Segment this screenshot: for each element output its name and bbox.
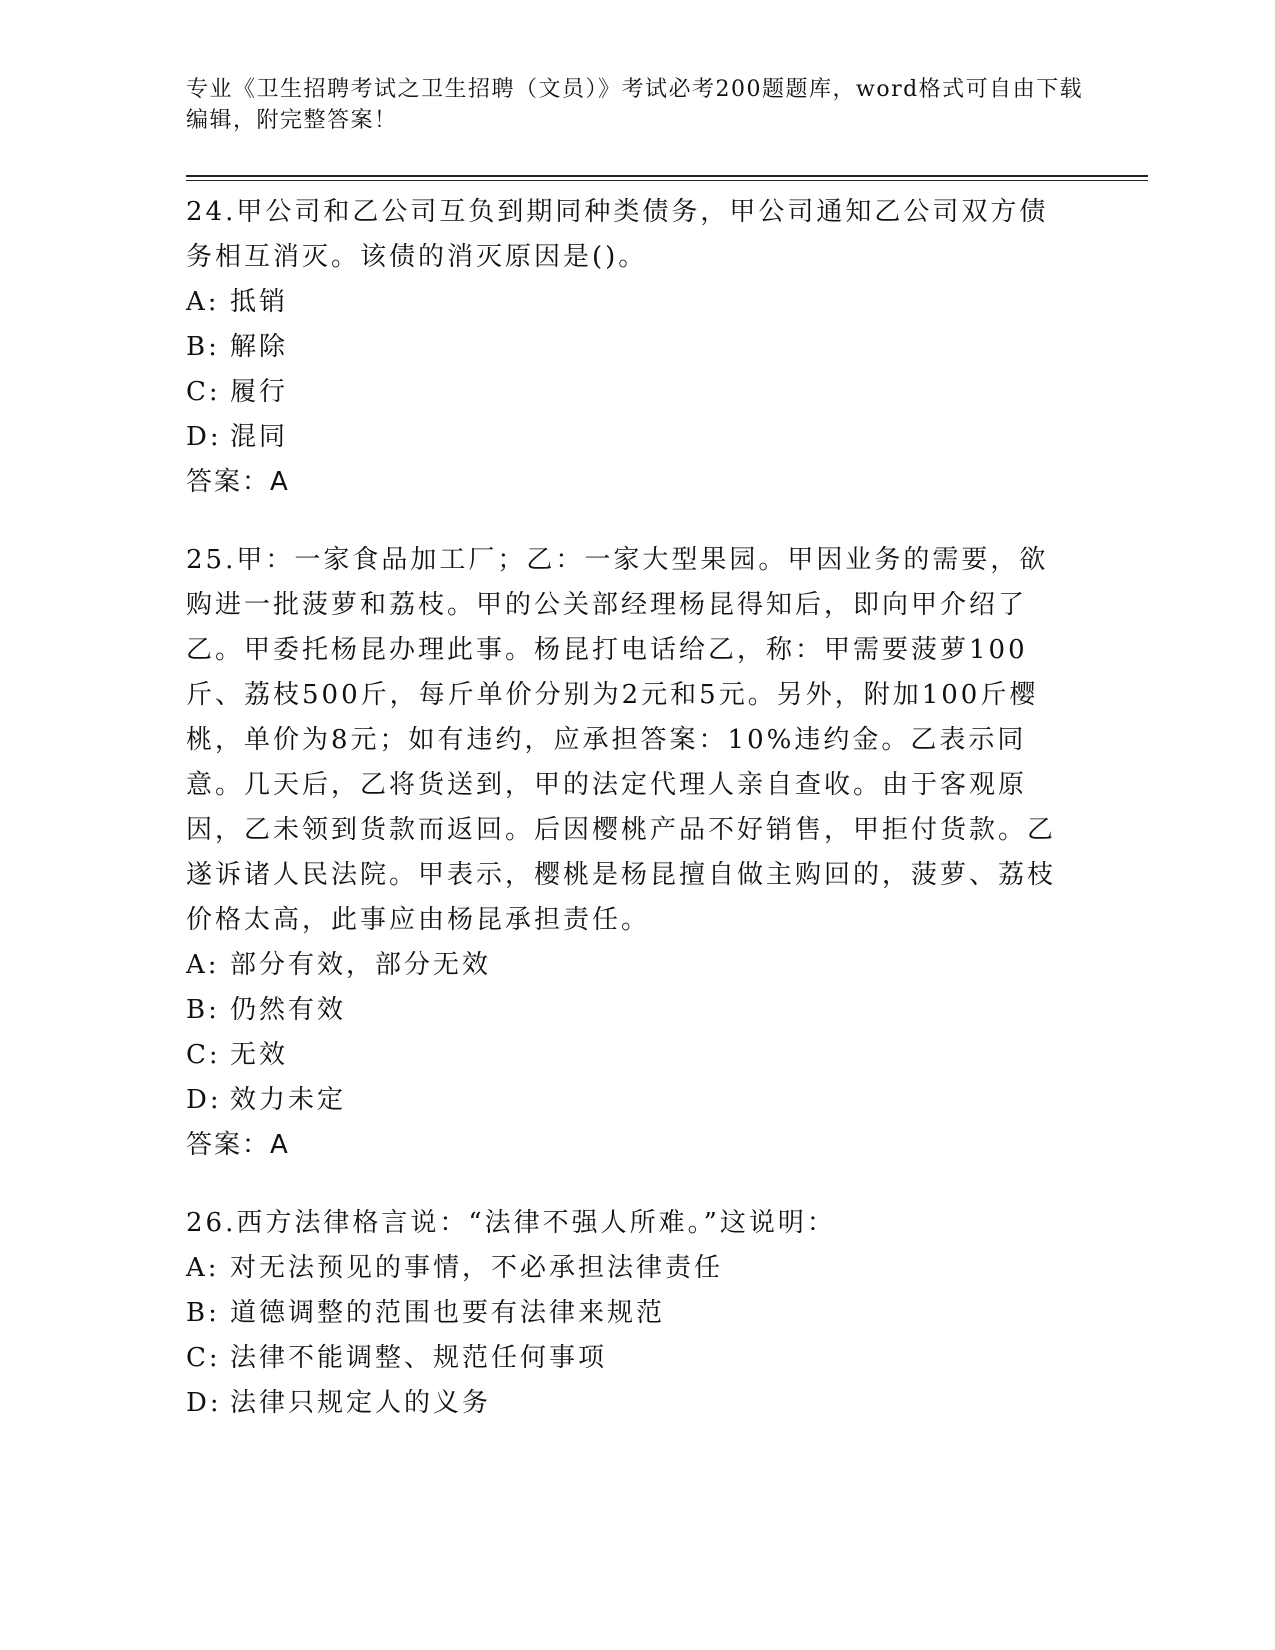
option-letter: D: bbox=[186, 1388, 222, 1418]
header-divider-thin bbox=[186, 180, 1148, 181]
option-text: 抵销 bbox=[230, 287, 289, 317]
option-text: 仍然有效 bbox=[230, 995, 347, 1025]
option-letter: A: bbox=[186, 950, 220, 980]
option-a bbox=[186, 280, 1076, 325]
option-text: 部分有效，部分无效 bbox=[230, 950, 492, 980]
question-24 bbox=[186, 190, 1076, 505]
option-d bbox=[186, 1078, 1076, 1123]
option-text: 混同 bbox=[230, 422, 289, 452]
option-b bbox=[186, 1291, 1076, 1336]
option-a bbox=[186, 943, 1076, 988]
option-letter: B: bbox=[186, 995, 220, 1025]
document-header bbox=[186, 74, 1086, 136]
header-title: 专业《卫生招聘考试之卫生招聘（文员）》考试必考200题题库，word格式可自由下载编辑，附完整答案！ bbox=[186, 77, 1084, 133]
option-text: 法律不能调整、规范任何事项 bbox=[230, 1343, 608, 1373]
option-text: 对无法预见的事情，不必承担法律责任 bbox=[230, 1253, 724, 1283]
option-letter: D: bbox=[186, 1085, 222, 1115]
answer-line: 答案：A bbox=[186, 467, 290, 497]
option-letter: B: bbox=[186, 332, 220, 362]
option-text: 效力未定 bbox=[230, 1085, 347, 1115]
option-d bbox=[186, 1381, 1076, 1426]
question-text: 26.西方法律格言说：“法律不强人所难。”这说明： bbox=[186, 1208, 836, 1238]
option-text: 履行 bbox=[230, 377, 289, 407]
question-26 bbox=[186, 1201, 1076, 1426]
option-letter: C: bbox=[186, 1343, 221, 1373]
option-c bbox=[186, 370, 1076, 415]
header-divider-thick bbox=[186, 175, 1148, 177]
option-b bbox=[186, 325, 1076, 370]
option-letter: D: bbox=[186, 422, 222, 452]
option-letter: A: bbox=[186, 287, 220, 317]
option-text: 无效 bbox=[230, 1040, 289, 1070]
question-text: 25.甲：一家食品加工厂；乙：一家大型果园。甲因业务的需要，欲购进一批菠萝和荔枝。甲的公关部经理杨昆得知后，即向甲介绍了乙。甲委托杨昆办理此事。杨昆打电话给乙，称：甲需要菠萝100斤、荔枝500斤，每斤单价分别为2元和5元。另外，附加100斤樱桃，单价为8元；如有违约，应承担答案：10%违约金。乙表示同意。几天后，乙将货送到，甲的法定代理人亲自查收。由于客观原因，乙未领到货款而返回。后因樱桃产品不好销售，甲拒付货款。乙遂诉诸人民法院。甲表示，樱桃是杨昆擅自做主购回的，菠萝、荔枝价格太高，此事应由杨昆承担责任。 bbox=[186, 545, 1057, 935]
option-c bbox=[186, 1033, 1076, 1078]
question-25 bbox=[186, 538, 1076, 1168]
option-text: 法律只规定人的义务 bbox=[230, 1388, 492, 1418]
option-b bbox=[186, 988, 1076, 1033]
option-letter: A: bbox=[186, 1253, 220, 1283]
option-letter: B: bbox=[186, 1298, 220, 1328]
option-a bbox=[186, 1246, 1076, 1291]
question-text: 24.甲公司和乙公司互负到期同种类债务，甲公司通知乙公司双方债务相互消灭。该债的消灭原因是()。 bbox=[186, 197, 1049, 272]
option-letter: C: bbox=[186, 377, 221, 407]
option-text: 解除 bbox=[230, 332, 289, 362]
option-c bbox=[186, 1336, 1076, 1381]
option-letter: C: bbox=[186, 1040, 221, 1070]
question-list bbox=[186, 190, 1076, 1459]
option-text: 道德调整的范围也要有法律来规范 bbox=[230, 1298, 666, 1328]
answer-line: 答案：A bbox=[186, 1130, 290, 1160]
option-d bbox=[186, 415, 1076, 460]
